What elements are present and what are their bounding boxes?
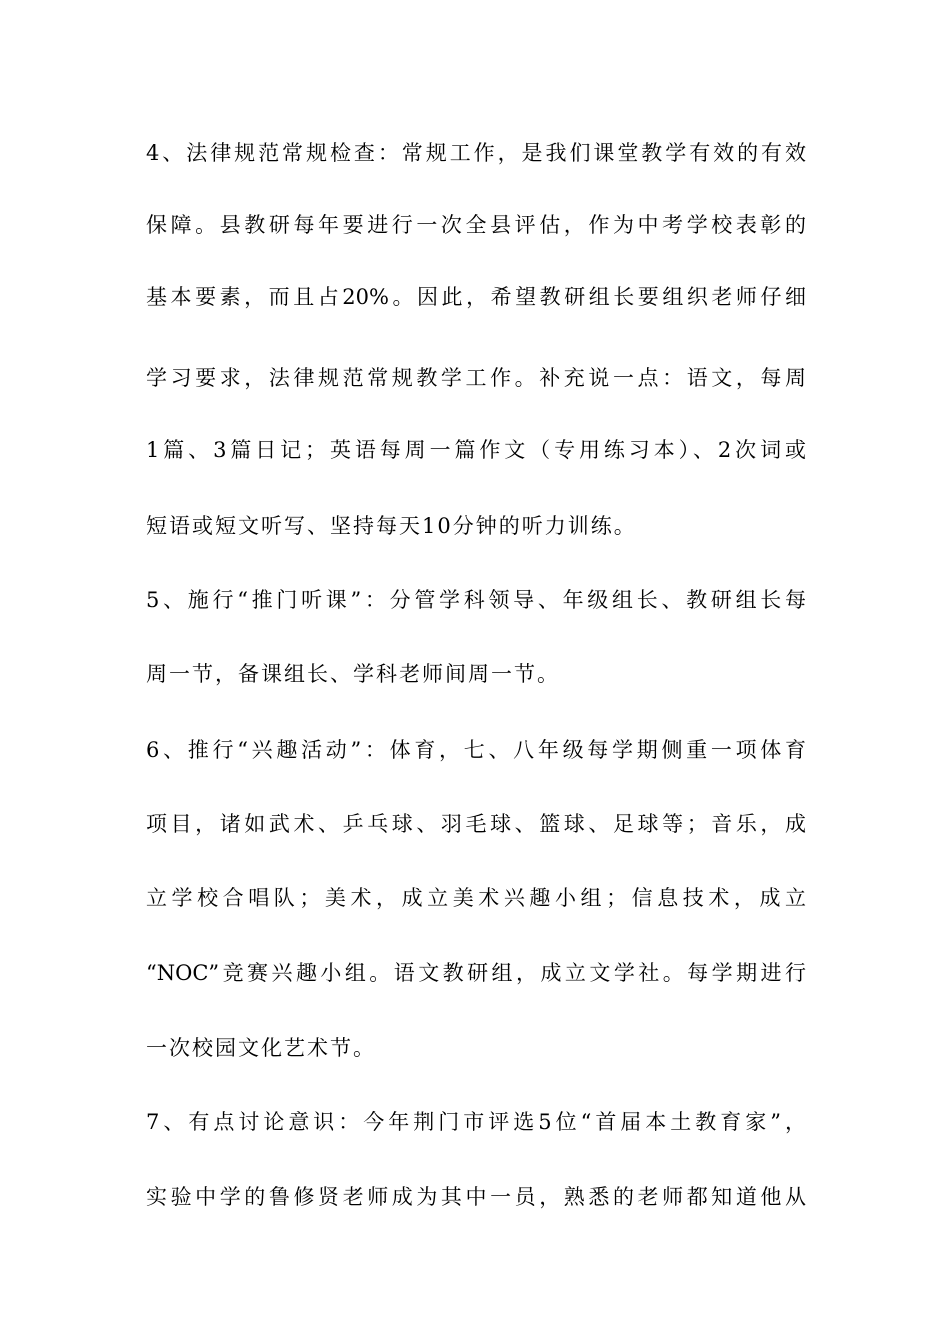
text-line: 实验中学的鲁修贤老师成为其中一员，熟悉的老师都知道他从 (146, 1185, 806, 1209)
text-line: 1篇、3篇日记；英语每周一篇作文（专用练习本）、2次词或 (146, 438, 806, 462)
text-line: 4、法律规范常规检查：常规工作，是我们课堂教学有效的有效 (146, 141, 806, 165)
text-line: 6、推行“兴趣活动”：体育，七、八年级每学期侧重一项体育 (146, 738, 806, 762)
text-line: 短语或短文听写、坚持每天10分钟的听力训练。 (146, 514, 637, 538)
text-line: “NOC”竞赛兴趣小组。语文教研组，成立文学社。每学期进行 (146, 961, 806, 985)
text-line: 保障。县教研每年要进行一次全县评估，作为中考学校表彰的 (146, 213, 806, 237)
text-line: 5、施行“推门听课”：分管学科领导、年级组长、教研组长每 (146, 588, 806, 612)
text-line: 学习要求，法律规范常规教学工作。补充说一点：语文，每周 (146, 366, 806, 390)
text-line: 立学校合唱队；美术，成立美术兴趣小组；信息技术，成立 (146, 886, 806, 910)
text-line: 基本要素，而且占20%。因此，希望教研组长要组织老师仔细 (146, 285, 806, 309)
text-line: 7、有点讨论意识：今年荆门市评选5位“首届本土教育家”， (146, 1110, 806, 1134)
text-line: 一次校园文化艺术节。 (146, 1036, 376, 1060)
text-line: 项目，诸如武术、乒乓球、羽毛球、篮球、足球等；音乐，成 (146, 812, 806, 836)
text-line: 周一节，备课组长、学科老师间周一节。 (146, 662, 560, 686)
